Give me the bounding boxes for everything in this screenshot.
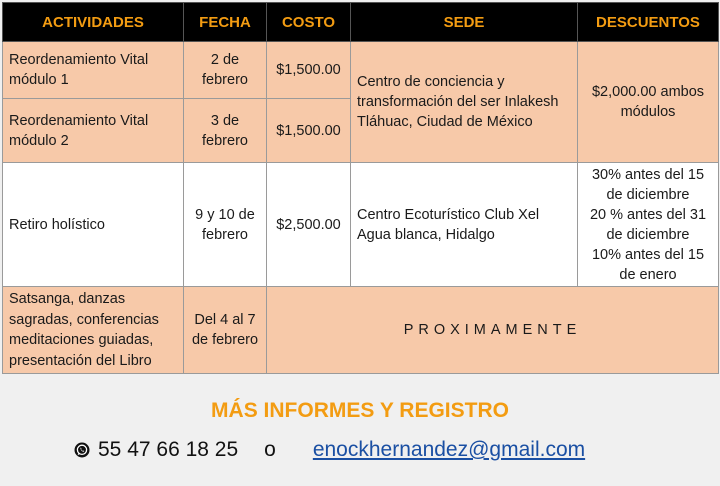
actividad-cell: Retiro holístico [3, 163, 184, 287]
or-separator: o [264, 438, 276, 461]
costo-cell: $1,500.00 [267, 42, 351, 99]
fecha-cell: 3 de febrero [184, 99, 267, 163]
table-row [3, 42, 719, 99]
table-row [3, 287, 719, 374]
descuento-cell: $2,000.00 ambos módulos [578, 42, 719, 163]
schedule-table [2, 2, 719, 374]
sede-cell: Centro Ecoturístico Club Xel Agua blanca, Hidalgo [351, 163, 578, 287]
whatsapp-icon [74, 442, 90, 458]
header-actividades: ACTIVIDADES [3, 3, 184, 42]
fecha-cell: 2 de febrero [184, 42, 267, 99]
proximamente-cell: PROXIMAMENTE [267, 287, 719, 374]
email-link[interactable]: enockhernandez@gmail.com [312, 438, 586, 461]
sede-line: Tláhuac, Ciudad de México [357, 114, 533, 130]
header-descuentos: DESCUENTOS [578, 3, 719, 42]
header-costo: COSTO [267, 3, 351, 42]
actividad-cell: Reordenamiento Vital módulo 2 [3, 99, 184, 163]
contact-line [74, 438, 585, 462]
table-header-row [3, 3, 719, 42]
actividad-cell: Reordenamiento Vital módulo 1 [3, 42, 184, 99]
footer-title: MÁS INFORMES Y REGISTRO [211, 399, 509, 422]
header-fecha: FECHA [184, 3, 267, 42]
header-sede: SEDE [351, 3, 578, 42]
costo-cell: $1,500.00 [267, 99, 351, 163]
costo-cell: $2,500.00 [267, 163, 351, 287]
fecha-cell: Del 4 al 7 de febrero [184, 287, 267, 374]
descuento-line: 30% antes del 15 de diciembre [591, 166, 705, 203]
descuento-line: 20 % antes del 31 de diciembre [589, 206, 707, 243]
sede-cell [351, 42, 578, 163]
sede-line: Centro de conciencia y transformación del ser Inlakesh [357, 74, 559, 110]
descuento-line: 10% antes del 15 de enero [591, 246, 705, 283]
fecha-cell: 9 y 10 de febrero [184, 163, 267, 287]
phone-number: 55 47 66 18 25 [98, 438, 239, 461]
table-row [3, 163, 719, 287]
descuento-cell [578, 163, 719, 287]
actividad-cell: Satsanga, danzas sagradas, conferencias meditaciones guiadas, presentación del Libro [3, 287, 184, 374]
